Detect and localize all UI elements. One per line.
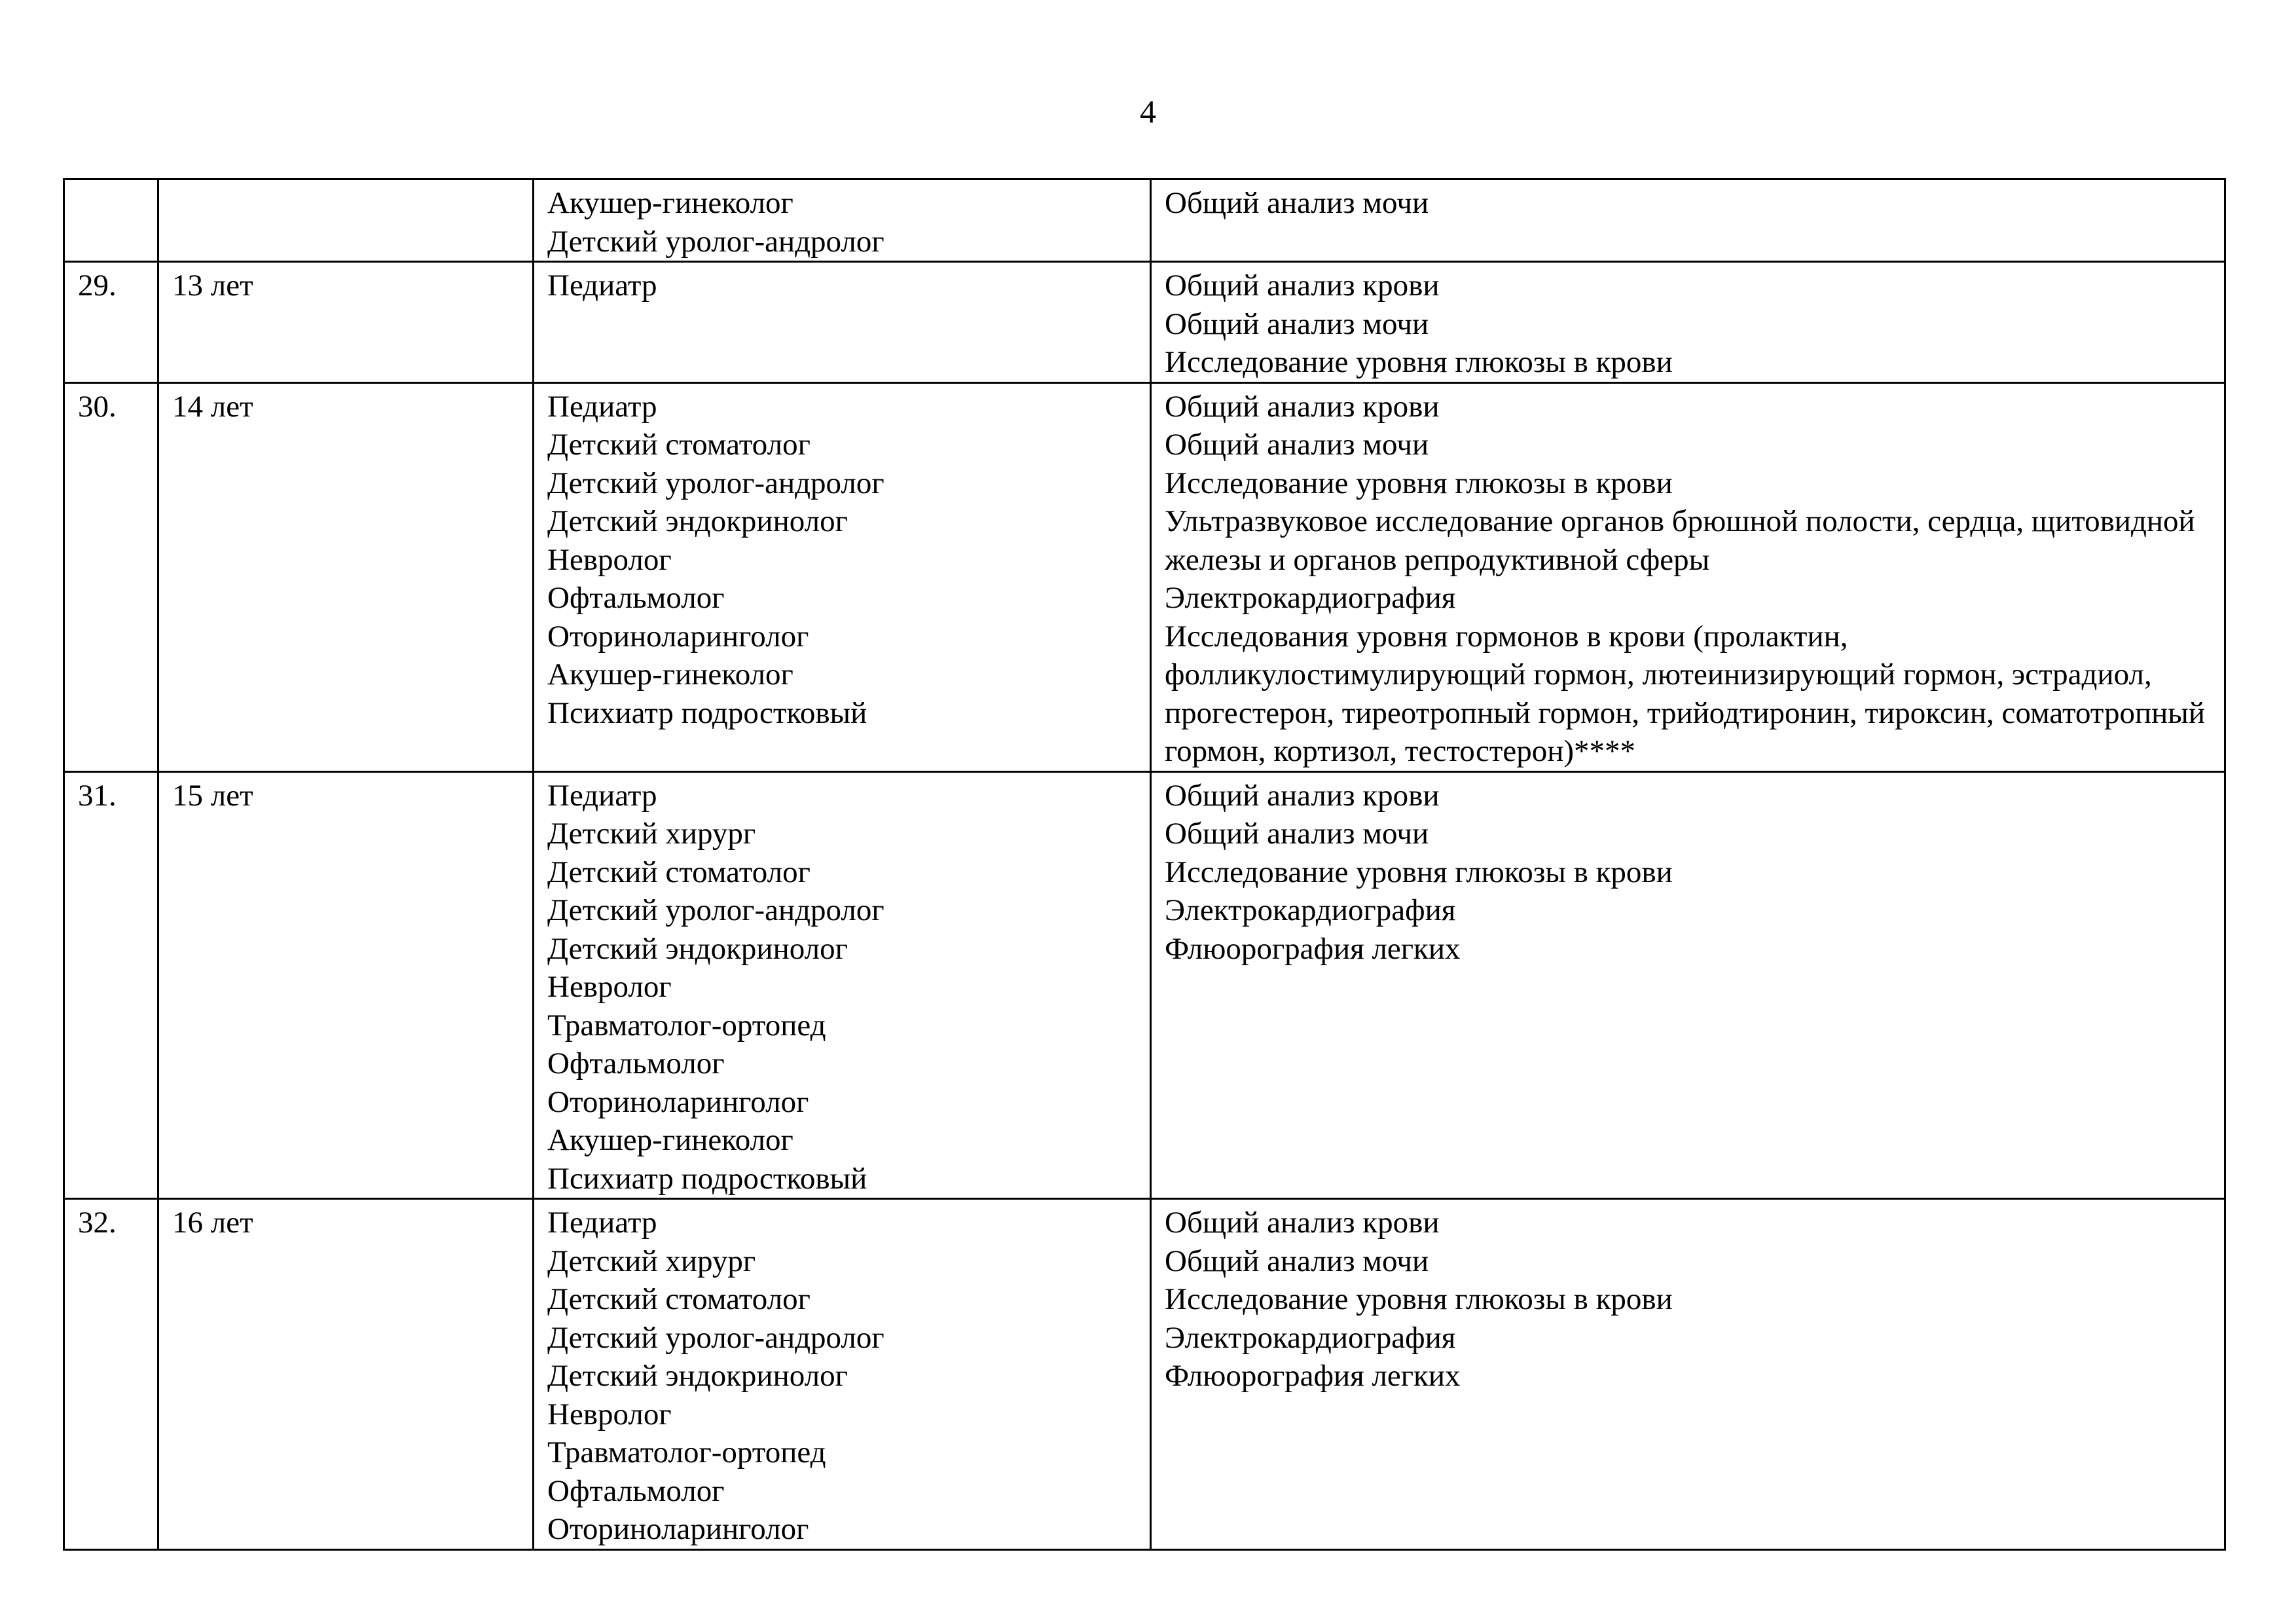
specialist-item: Педиатр	[547, 389, 657, 424]
test-item: Общий анализ мочи	[1165, 428, 1429, 462]
specialist-item: Детский уролог-андролог	[547, 466, 884, 500]
specialist-item: Оториноларинголог	[547, 1084, 809, 1119]
test-item: Общий анализ крови	[1165, 268, 1440, 303]
tests-cell	[1151, 382, 2225, 771]
test-item: Исследования уровня гормонов в крови (пролактин, фолликулостимулирующий гормон, лютеинизирующий гормон, эстрадиол, прогестерон, тиреотропный гормон, трийодтиронин, тироксин, соматотропный гормон, кортизол, тестостерон)****	[1165, 619, 2206, 768]
test-item: Общий анализ крови	[1165, 389, 1440, 424]
specialist-item: Офтальмолог	[547, 581, 725, 615]
row-number-cell: 31.	[64, 771, 158, 1199]
test-item: Флюорография легких	[1165, 1359, 1461, 1393]
specialist-item: Педиатр	[547, 268, 657, 303]
row-number-cell: 29.	[64, 262, 158, 383]
specialists-cell	[534, 771, 1151, 1199]
tests-cell	[1151, 1199, 2225, 1550]
tests-cell	[1151, 179, 2225, 262]
specialist-item: Травматолог-ортопед	[547, 1008, 826, 1043]
specialist-item: Акушер-гинеколог	[547, 1123, 793, 1157]
specialist-item: Педиатр	[547, 1206, 657, 1240]
specialist-item: Невролог	[547, 1397, 672, 1431]
test-item: Исследование уровня глюкозы в крови	[1165, 1282, 1673, 1316]
specialist-item: Психиатр подростковый	[547, 1161, 867, 1196]
test-item: Общий анализ мочи	[1165, 817, 1429, 851]
table-body	[64, 179, 2225, 1550]
table-row	[64, 771, 2225, 1199]
specialists-cell	[534, 262, 1151, 383]
test-item: Электрокардиография	[1165, 893, 1456, 927]
row-number-cell: 30.	[64, 382, 158, 771]
specialist-item: Детский хирург	[547, 1244, 756, 1278]
specialist-item: Детский стоматолог	[547, 1282, 811, 1316]
specialist-item: Детский уролог-андролог	[547, 893, 884, 927]
tests-cell	[1151, 262, 2225, 383]
age-cell: 14 лет	[158, 382, 534, 771]
row-number-cell	[64, 179, 158, 262]
test-item: Общий анализ крови	[1165, 778, 1440, 813]
tests-cell	[1151, 771, 2225, 1199]
specialist-item: Оториноларинголог	[547, 619, 809, 654]
specialist-item: Детский хирург	[547, 817, 756, 851]
test-item: Ультразвуковое исследование органов брюшной полости, сердца, щитовидной железы и органов репродуктивной сферы	[1165, 504, 2195, 577]
specialist-item: Акушер-гинеколог	[547, 186, 793, 220]
examination-schedule-table	[63, 178, 2226, 1551]
specialist-item: Офтальмолог	[547, 1046, 725, 1080]
specialist-item: Акушер-гинеколог	[547, 657, 793, 692]
test-item: Общий анализ мочи	[1165, 186, 1429, 220]
test-item: Исследование уровня глюкозы в крови	[1165, 855, 1673, 889]
specialist-item: Невролог	[547, 970, 672, 1004]
specialist-item: Детский эндокринолог	[547, 504, 848, 538]
test-item: Общий анализ крови	[1165, 1206, 1440, 1240]
specialists-cell	[534, 382, 1151, 771]
age-cell	[158, 179, 534, 262]
age-cell: 13 лет	[158, 262, 534, 383]
specialist-item: Детский стоматолог	[547, 855, 811, 889]
specialists-cell	[534, 1199, 1151, 1550]
specialist-item: Травматолог-ортопед	[547, 1435, 826, 1469]
specialist-item: Педиатр	[547, 778, 657, 813]
specialist-item: Оториноларинголог	[547, 1512, 809, 1546]
test-item: Электрокардиография	[1165, 581, 1456, 615]
specialist-item: Детский эндокринолог	[547, 1359, 848, 1393]
table-row	[64, 382, 2225, 771]
test-item: Общий анализ мочи	[1165, 306, 1429, 341]
age-cell: 16 лет	[158, 1199, 534, 1550]
table-row	[64, 179, 2225, 262]
test-item: Исследование уровня глюкозы в крови	[1165, 345, 1673, 379]
specialist-item: Детский стоматолог	[547, 428, 811, 462]
age-cell: 15 лет	[158, 771, 534, 1199]
test-item: Флюорография легких	[1165, 931, 1461, 966]
specialist-item: Детский уролог-андролог	[547, 1320, 884, 1355]
test-item: Электрокардиография	[1165, 1320, 1456, 1355]
table-row	[64, 262, 2225, 383]
test-item: Общий анализ мочи	[1165, 1244, 1429, 1278]
page-number: 4	[1140, 93, 1156, 130]
row-number-cell: 32.	[64, 1199, 158, 1550]
specialist-item: Психиатр подростковый	[547, 695, 867, 730]
specialist-item: Невролог	[547, 542, 672, 577]
specialist-item: Детский уролог-андролог	[547, 224, 884, 259]
specialist-item: Детский эндокринолог	[547, 931, 848, 966]
specialists-cell	[534, 179, 1151, 262]
test-item: Исследование уровня глюкозы в крови	[1165, 466, 1673, 500]
table-row	[64, 1199, 2225, 1550]
specialist-item: Офтальмолог	[547, 1473, 725, 1508]
